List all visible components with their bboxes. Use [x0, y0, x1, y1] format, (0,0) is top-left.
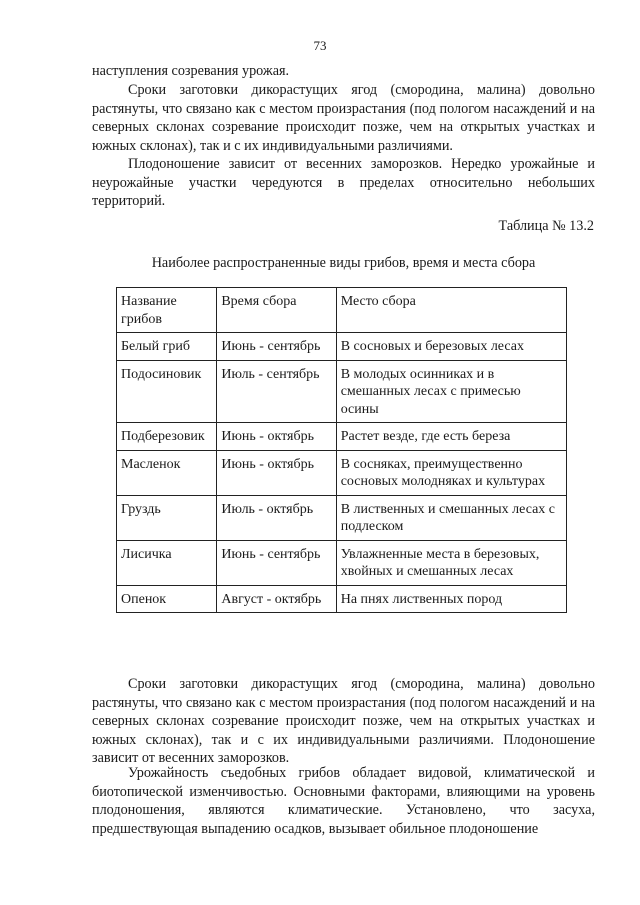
cell-harvest-time: Июнь - сентябрь: [217, 540, 336, 585]
table-row: [117, 423, 567, 451]
header-harvest-place: Место сбора: [336, 288, 566, 333]
cell-mushroom-name: Подберезовик: [117, 423, 217, 451]
cell-mushroom-name: Белый гриб: [117, 333, 217, 361]
table-row: [117, 333, 567, 361]
cell-harvest-place: В лиственных и смешанных лесах с подлеском: [336, 495, 566, 540]
cell-harvest-time: Август - октябрь: [217, 585, 336, 613]
mushroom-table: [116, 287, 567, 613]
cell-harvest-time: Июль - сентябрь: [217, 360, 336, 423]
paragraph-mushroom-yield: Урожайность съедобных грибов обладает видовой, климатической и биотопической изменчивостью. Основными факторами, влияющими на уровень плодоношения, являются климатические. Установлено, что засуха, предшествующая выпадению осадков, вызывает обильное плодоношение: [92, 765, 595, 837]
cell-mushroom-name: Опенок: [117, 585, 217, 613]
cell-harvest-place: На пнях лиственных пород: [336, 585, 566, 613]
table-number: Таблица № 13.2: [498, 218, 594, 234]
table-header-row: [117, 288, 567, 333]
cell-mushroom-name: Подосиновик: [117, 360, 217, 423]
header-mushroom-name: Название грибов: [117, 288, 217, 333]
paragraph-berry-harvest: Сроки заготовки дикорастущих ягод (смородина, малина) довольно растянуты, что связано как с местом произрастания (под пологом насаждений и на северных склонах созревание происходит позже, чем на открытых участках и южных склонах), так и с их индивидуальными различиями.: [92, 82, 595, 154]
table-row: [117, 450, 567, 495]
header-harvest-time: Время сбора: [217, 288, 336, 333]
cell-harvest-time: Июнь - октябрь: [217, 423, 336, 451]
paragraph-continuation: наступления созревания урожая.: [92, 63, 290, 79]
cell-harvest-place: В сосновых и березовых лесах: [336, 333, 566, 361]
table-caption: Наиболее распространенные виды грибов, время и места сбора: [151, 255, 536, 271]
cell-harvest-place: В молодых осинниках и в смешанных лесах с примесью осины: [336, 360, 566, 423]
cell-mushroom-name: Лисичка: [117, 540, 217, 585]
cell-harvest-place: Растет везде, где есть береза: [336, 423, 566, 451]
table-row: [117, 360, 567, 423]
cell-mushroom-name: Масленок: [117, 450, 217, 495]
table-row: [117, 495, 567, 540]
cell-harvest-time: Июнь - сентябрь: [217, 333, 336, 361]
paragraph-fruiting-frost: Плодоношение зависит от весенних заморозков. Нередко урожайные и неурожайные участки чередуются в пределах относительно небольших территорий.: [92, 156, 595, 210]
table-row: [117, 540, 567, 585]
table-row: [117, 585, 567, 613]
cell-harvest-time: Июль - октябрь: [217, 495, 336, 540]
page-number: 73: [313, 38, 327, 53]
cell-harvest-time: Июнь - октябрь: [217, 450, 336, 495]
cell-mushroom-name: Груздь: [117, 495, 217, 540]
cell-harvest-place: В сосняках, преимущественно сосновых молодняках и культурах: [336, 450, 566, 495]
cell-harvest-place: Увлажненные места в березовых, хвойных и смешанных лесах: [336, 540, 566, 585]
paragraph-berry-harvest-repeat: Сроки заготовки дикорастущих ягод (смородина, малина) довольно растянуты, что связано как с местом произрастания (под пологом насаждений и на северных склонах созревание происходит позже, чем на открытых участках и южных склонах), так и с их индивидуальными различиями. Плодоношение зависит от весенних заморозков.: [92, 676, 595, 767]
